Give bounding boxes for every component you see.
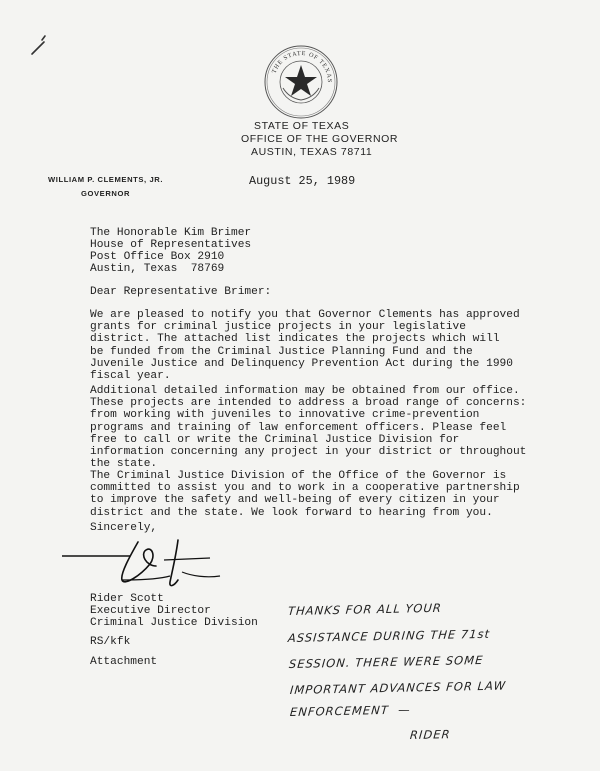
recipient-line-3: Post Office Box 2910 (90, 251, 225, 263)
paragraph-line: information concerning any project in your district or throughout (90, 446, 527, 459)
recipient-line-4: Austin, Texas 78769 (90, 263, 225, 275)
paragraph-line: Additional detailed information may be obtained from our office. (90, 385, 520, 397)
body-paragraph-1 (90, 309, 520, 382)
paragraph-line: Juvenile Justice and Delinquency Prevention Act during the 1990 (90, 357, 513, 370)
governor-title: GOVERNOR (81, 189, 131, 198)
letterhead-state: STATE OF TEXAS (254, 120, 350, 132)
letterhead-address: AUSTIN, TEXAS 78711 (251, 146, 373, 158)
texas-seal-icon (263, 44, 339, 120)
pen-mark (28, 30, 58, 60)
paragraph-line: The Criminal Justice Division of the Office of the Governor is (90, 470, 507, 482)
typist-initials: RS/kfk (90, 636, 131, 648)
salutation: Dear Representative Brimer: (90, 286, 272, 298)
letterhead-office: OFFICE OF THE GOVERNOR (241, 133, 399, 145)
closing: Sincerely, (90, 522, 158, 534)
paragraph-line: the state. (90, 458, 158, 471)
paragraph-line: be funded from the Criminal Justice Planning Fund and the (90, 345, 473, 358)
paragraph-line: district. The attached list indicates the projects which will (90, 333, 500, 346)
paragraph-line: free to call or write the Criminal Justice Division for (90, 433, 460, 446)
handwritten-signature: RIDER (409, 727, 452, 742)
handwritten-line-1: THANKS FOR ALL YOUR (287, 600, 443, 618)
signatory-division: Criminal Justice Division (90, 617, 258, 629)
letter-date: August 25, 1989 (249, 174, 356, 188)
recipient-line-1: The Honorable Kim Brimer (90, 227, 252, 239)
handwritten-line-4: IMPORTANT ADVANCES FOR LAW (289, 678, 507, 697)
recipient-line-2: House of Representatives (90, 239, 252, 251)
paragraph-line: These projects are intended to address a broad range of concerns: (90, 397, 527, 410)
paragraph-line: fiscal year. (90, 370, 171, 383)
paragraph-line: district and the state. We look forward to hearing from you. (90, 506, 493, 519)
signatory-title: Executive Director (90, 605, 211, 617)
handwritten-line-3: SESSION. THERE WERE SOME (288, 652, 485, 671)
governor-name: WILLIAM P. CLEMENTS, JR. (48, 175, 164, 184)
paragraph-line: committed to assist you and to work in a cooperative partnership (90, 482, 520, 495)
seal-text: THE STATE OF TEXAS (270, 49, 334, 84)
paragraph-line: grants for criminal justice projects in your legislative (90, 321, 466, 334)
signature-scribble (60, 536, 240, 596)
handwritten-line-5: ENFORCEMENT — (289, 702, 412, 719)
handwritten-line-2: ASSISTANCE DURING THE 71st (287, 626, 491, 645)
body-paragraph-2 (90, 385, 527, 471)
body-paragraph-3 (90, 470, 520, 519)
signatory-name: Rider Scott (90, 593, 164, 605)
paragraph-line: programs and training of law enforcement officers. Please feel (90, 421, 507, 434)
enclosure-note: Attachment (90, 656, 158, 668)
paragraph-line: to improve the safety and well-being of every citizen in your (90, 494, 500, 507)
paragraph-line: We are pleased to notify you that Governor Clements has approved (90, 309, 520, 321)
paragraph-line: from working with juveniles to innovative crime-prevention (90, 409, 480, 422)
